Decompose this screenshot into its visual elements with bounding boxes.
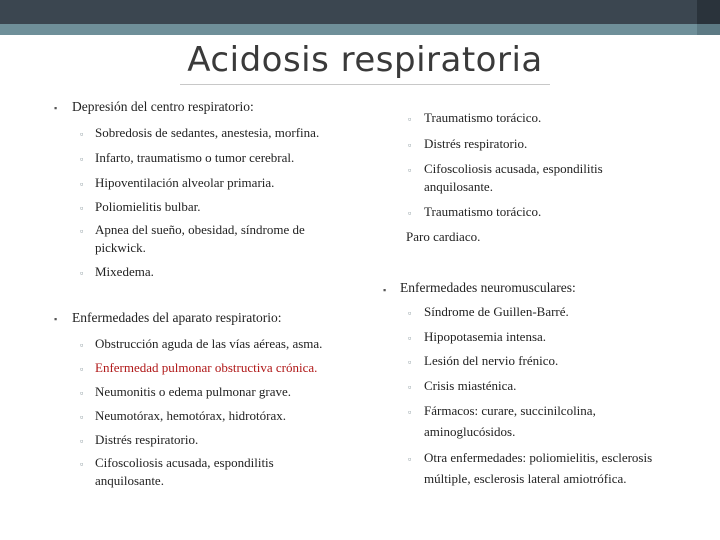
left-group2-heading: Enfermedades del aparato respiratorio:: [72, 310, 282, 325]
bullet-l2-icon: ▫: [408, 208, 412, 218]
list-item: Fármacos: curare, succinilcolina,: [424, 403, 596, 418]
right-group2-heading: Enfermedades neuromusculares:: [400, 280, 576, 295]
bullet-l2-icon: ▫: [408, 382, 412, 392]
bullet-l2-icon: ▫: [80, 203, 84, 213]
list-item: Traumatismo torácico.: [424, 204, 542, 219]
list-item-highlighted: Enfermedad pulmonar obstructiva crónica.: [95, 360, 318, 375]
bullet-l2-icon: ▫: [408, 308, 412, 318]
list-item: Hipoventilación alveolar primaria.: [95, 175, 275, 190]
slide-title: Acidosis respiratoria: [187, 40, 543, 80]
list-item: Neumonitis o edema pulmonar grave.: [95, 384, 292, 399]
bullet-l2-icon: ▫: [80, 364, 84, 374]
list-item-continuation: anquilosante.: [95, 473, 164, 488]
header-accent-bar: [0, 24, 720, 35]
bullet-l1-icon: ▪: [54, 103, 58, 113]
list-item: Neumotórax, hemotórax, hidrotórax.: [95, 408, 286, 423]
bullet-l2-icon: ▫: [80, 226, 84, 236]
bullet-l2-icon: ▫: [408, 333, 412, 343]
list-item-continuation: pickwick.: [95, 240, 146, 255]
bullet-l2-icon: ▫: [80, 340, 84, 350]
bullet-l2-icon: ▫: [408, 454, 412, 464]
bullet-l2-icon: ▫: [80, 179, 84, 189]
bullet-l2-icon: ▫: [80, 388, 84, 398]
bullet-l2-icon: ▫: [80, 129, 84, 139]
list-item: Distrés respiratorio.: [424, 136, 528, 151]
list-item: Poliomielitis bulbar.: [95, 199, 201, 214]
title-underline: [180, 84, 550, 85]
bullet-l2-icon: ▫: [408, 114, 412, 124]
bullet-l2-icon: ▫: [80, 436, 84, 446]
list-item-continuation: múltiple, esclerosis lateral amiotrófica.: [424, 471, 627, 486]
list-item: Cifoscoliosis acusada, espondilitis: [95, 455, 274, 470]
header-bar: [0, 0, 720, 24]
bullet-l2-icon: ▫: [408, 357, 412, 367]
list-item-continuation: anquilosante.: [424, 179, 493, 194]
bullet-l1-icon: ▪: [383, 285, 387, 295]
list-item: Otra enfermedades: poliomielitis, esclerosis: [424, 450, 653, 465]
list-item: Traumatismo torácico.: [424, 110, 542, 125]
list-item: Sobredosis de sedantes, anestesia, morfina.: [95, 125, 320, 140]
list-item: Lesión del nervio frénico.: [424, 353, 559, 368]
list-item-continuation: aminoglucósidos.: [424, 424, 516, 439]
list-item: Apnea del sueño, obesidad, síndrome de: [95, 222, 305, 237]
bullet-l2-icon: ▫: [80, 154, 84, 164]
list-item: Obstrucción aguda de las vías aéreas, asma.: [95, 336, 323, 351]
header-corner-accent: [697, 24, 720, 35]
bullet-l2-icon: ▫: [408, 165, 412, 175]
list-item: Infarto, traumatismo o tumor cerebral.: [95, 150, 295, 165]
bullet-l2-icon: ▫: [80, 268, 84, 278]
bullet-l2-icon: ▫: [408, 407, 412, 417]
list-item: Crisis miasténica.: [424, 378, 517, 393]
header-corner-block: [697, 0, 720, 24]
right-note-text: Paro cardiaco.: [406, 229, 481, 244]
list-item: Mixedema.: [95, 264, 154, 279]
list-item: Síndrome de Guillen-Barré.: [424, 304, 569, 319]
bullet-l2-icon: ▫: [80, 459, 84, 469]
bullet-l2-icon: ▫: [80, 412, 84, 422]
left-group1-heading: Depresión del centro respiratorio:: [72, 99, 254, 114]
list-item: Hipopotasemia intensa.: [424, 329, 547, 344]
bullet-l1-icon: ▪: [54, 314, 58, 324]
list-item: Cifoscoliosis acusada, espondilitis: [424, 161, 603, 176]
list-item: Distrés respiratorio.: [95, 432, 199, 447]
bullet-l2-icon: ▫: [408, 140, 412, 150]
